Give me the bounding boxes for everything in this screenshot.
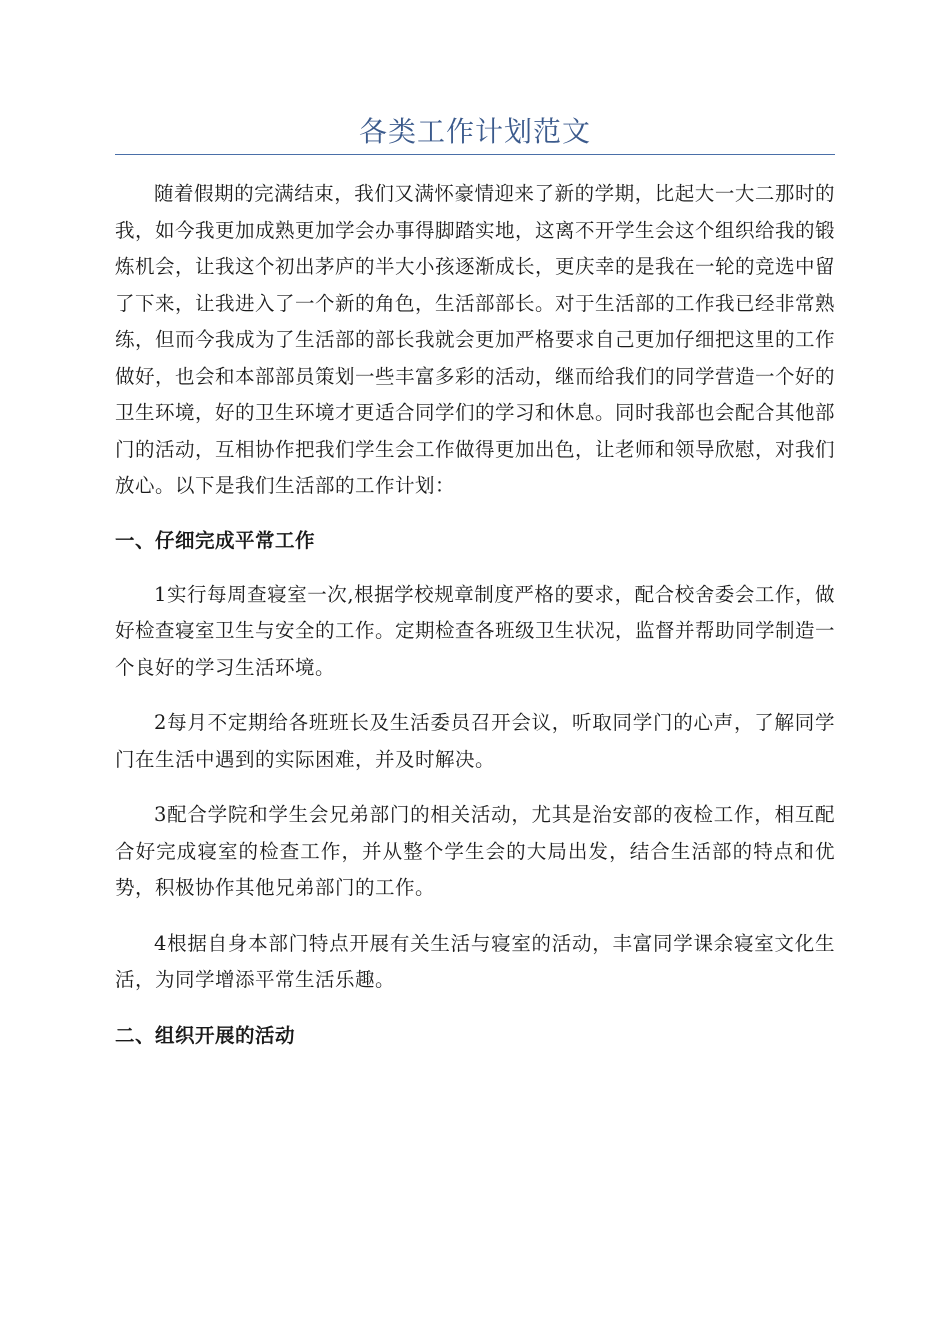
title-underline [115,154,835,155]
document-body [115,176,835,1072]
section-heading-2: 二、组织开展的活动 [115,1023,296,1047]
intro-paragraph: 随着假期的完满结束，我们又满怀豪情迎来了新的学期，比起大一大二那时的我，如今我更加成熟更加学会办事得脚踏实地，这离不开学生会这个组织给我的锻炼机会，让我这个初出茅庐的半大小孩逐渐成长，更庆幸的是我在一轮的竞选中留了下来，让我进入了一个新的角色，生活部部长。对于生活部的工作我已经非常熟练，但而今我成为了生活部的部长我就会更加严格要求自己更加仔细把这里的工作做好，也会和本部部员策划一些丰富多彩的活动，继而给我们的同学营造一个好的卫生环境，好的卫生环境才更适合同学们的学习和休息。同时我部也会配合其他部门的活动，互相协作把我们学生会工作做得更加出色，让老师和领导欣慰，对我们放心。以下是我们生活部的工作计划： [115,182,836,497]
section-1-item-1: 1实行每周查寝室一次,根据学校规章制度严格的要求，配合校舍委会工作，做好检查寝室卫生与安全的工作。定期检查各班级卫生状况，监督并帮助同学制造一个良好的学习生活环境。 [115,582,836,679]
section-1-item-2: 2每月不定期给各班班长及生活委员召开会议，听取同学门的心声，了解同学门在生活中遇到的实际困难，并及时解决。 [115,711,835,771]
document-title: 各类工作计划范文 [358,115,591,148]
section-1-item-3: 3配合学院和学生会兄弟部门的相关活动，尤其是治安部的夜检工作，相互配合好完成寝室的检查工作，并从整个学生会的大局出发，结合生活部的特点和优势，积极协作其他兄弟部门的工作。 [115,803,835,899]
section-1-item-4: 4根据自身本部门特点开展有关生活与寝室的活动，丰富同学课余寝室文化生活，为同学增添平常生活乐趣。 [115,931,835,991]
section-heading-1: 一、仔细完成平常工作 [115,528,316,552]
